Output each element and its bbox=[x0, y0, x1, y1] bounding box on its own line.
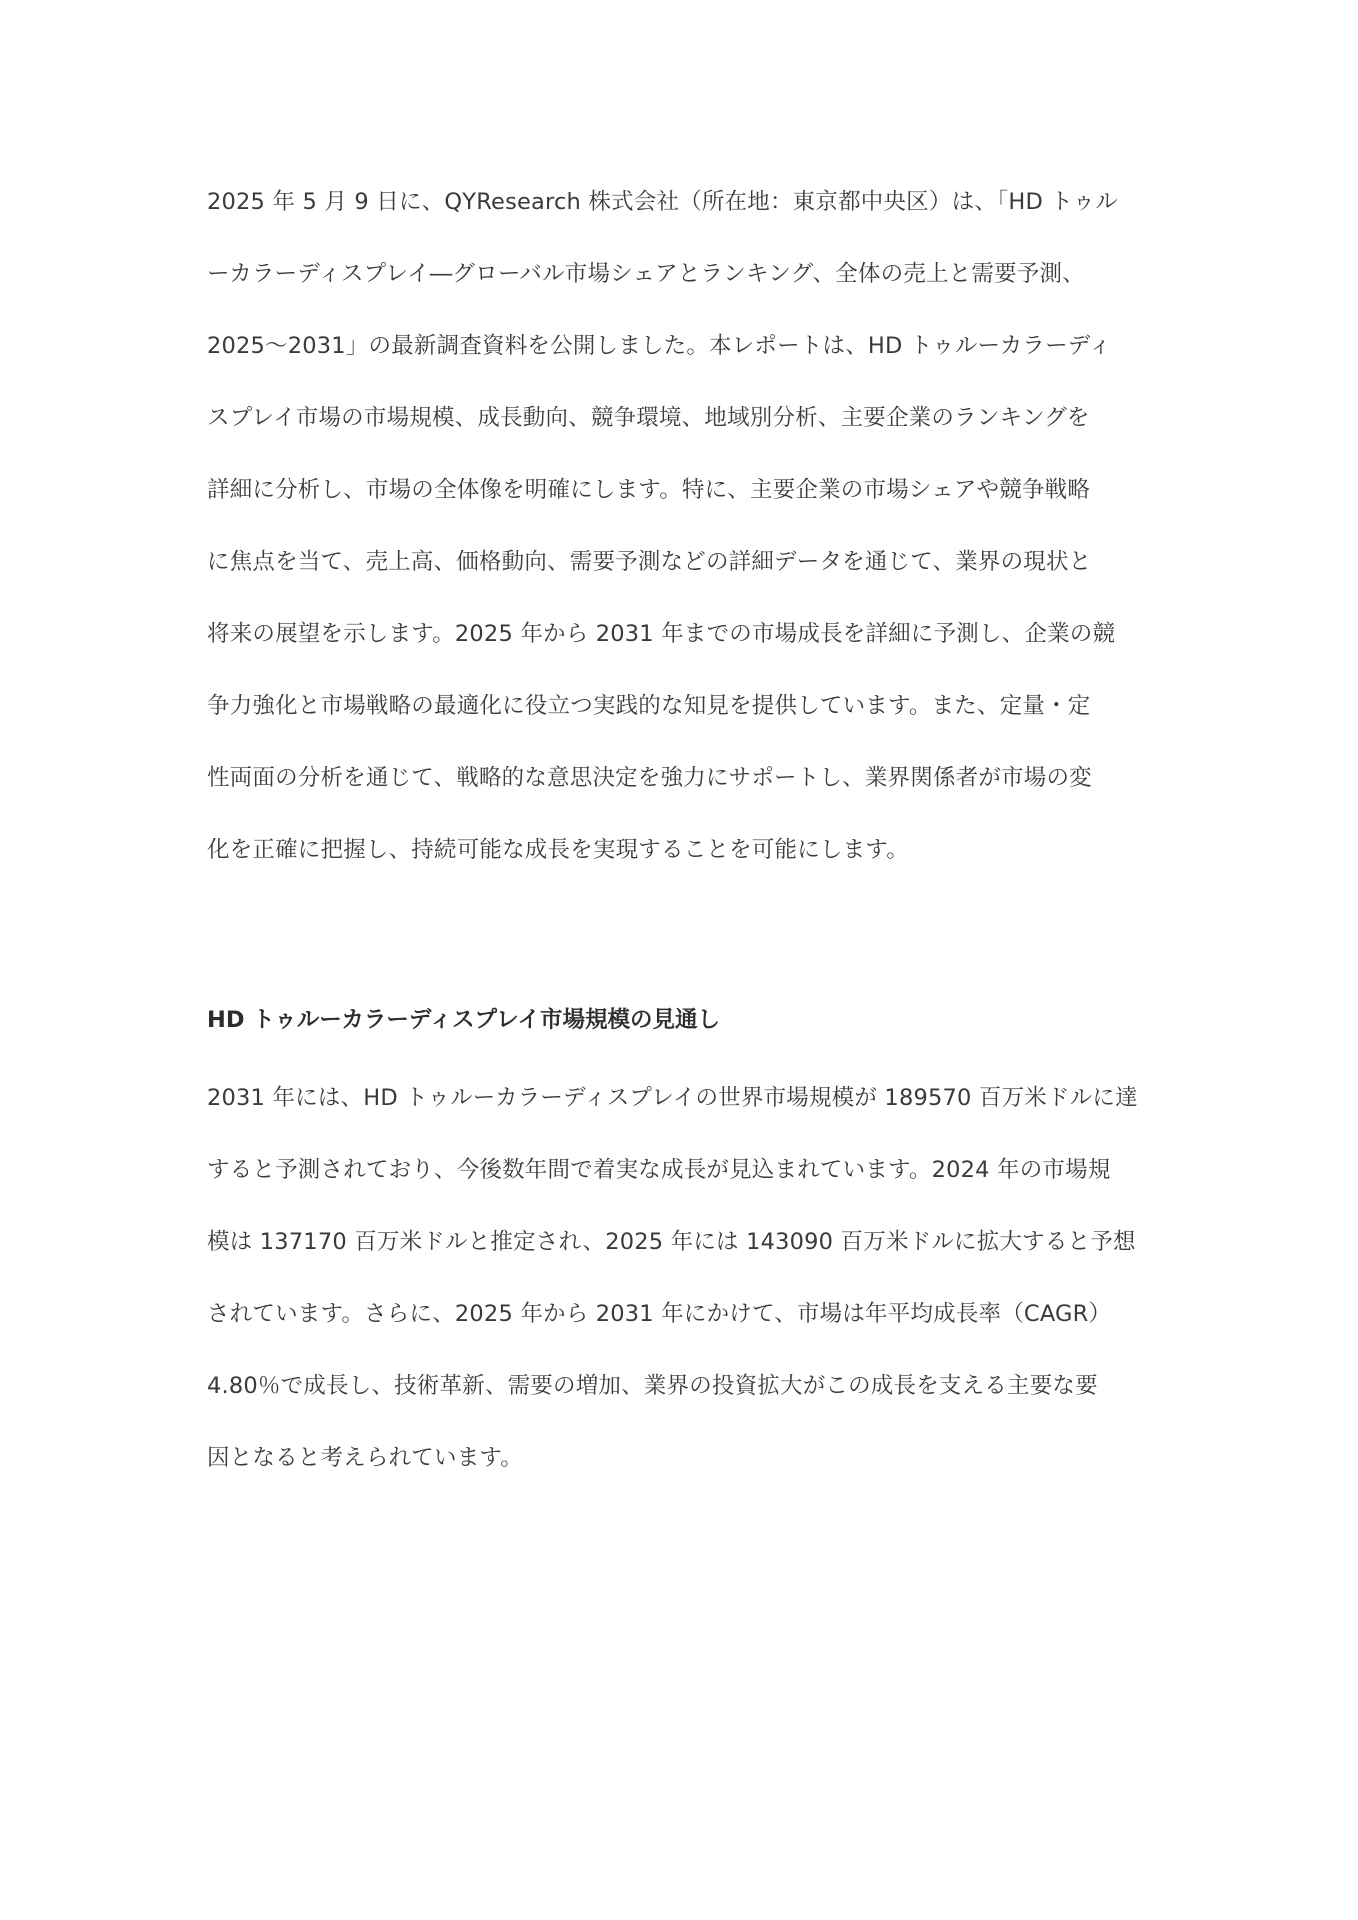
paragraph-line: 因となると考えられています。 bbox=[207, 1445, 524, 1471]
paragraph-line: スプレイ市場の市場規模、成長動向、競争環境、地域別分析、主要企業のランキングを bbox=[207, 405, 1090, 431]
intro-paragraph bbox=[207, 166, 1167, 886]
paragraph-line: 詳細に分析し、市場の全体像を明確にします。特に、主要企業の市場シェアや競争戦略 bbox=[207, 477, 1091, 503]
market-outlook-paragraph bbox=[207, 1062, 1167, 1494]
paragraph-line: 2025～2031」の最新調査資料を公開しました。本レポートは、HD トゥルーカラーディ bbox=[207, 333, 1112, 359]
paragraph-line: すると予測されており、今後数年間で着実な成長が見込まれています。2024 年の市場規 bbox=[207, 1157, 1111, 1183]
paragraph-line: 4.80％で成長し、技術革新、需要の増加、業界の投資拡大がこの成長を支える主要な要 bbox=[207, 1373, 1098, 1399]
paragraph-line: ーカラーディスプレイ―グローバル市場シェアとランキング、全体の売上と需要予測、 bbox=[207, 261, 1085, 287]
paragraph-line: 性両面の分析を通じて、戦略的な意思決定を強力にサポートし、業界関係者が市場の変 bbox=[207, 765, 1092, 791]
paragraph-line: に焦点を当て、売上高、価格動向、需要予測などの詳細データを通じて、業界の現状と bbox=[207, 549, 1092, 575]
paragraph-line: 模は 137170 百万米ドルと推定され、2025 年には 143090 百万米ドルに拡大すると予想 bbox=[207, 1229, 1136, 1255]
section-heading: HD トゥルーカラーディスプレイ市場規模の見通し bbox=[207, 1007, 721, 1033]
paragraph-line: 化を正確に把握し、持続可能な成長を実現することを可能にします。 bbox=[207, 837, 909, 863]
paragraph bbox=[207, 166, 1167, 886]
paragraph-line: 争力強化と市場戦略の最適化に役立つ実践的な知見を提供しています。また、定量・定 bbox=[207, 693, 1091, 719]
paragraph-line: されています。さらに、2025 年から 2031 年にかけて、市場は年平均成長率（CAGR） bbox=[207, 1301, 1112, 1327]
paragraph-line: 将来の展望を示します。2025 年から 2031 年までの市場成長を詳細に予測し、企業の競 bbox=[207, 621, 1116, 647]
paragraph-line: 2031 年には、HD トゥルーカラーディスプレイの世界市場規模が 189570 百万米ドルに達 bbox=[207, 1085, 1138, 1111]
paragraph-line: 2025 年 5 月 9 日に、QYResearch 株式会社（所在地：東京都中央区）は、「HD トゥル bbox=[207, 189, 1118, 215]
